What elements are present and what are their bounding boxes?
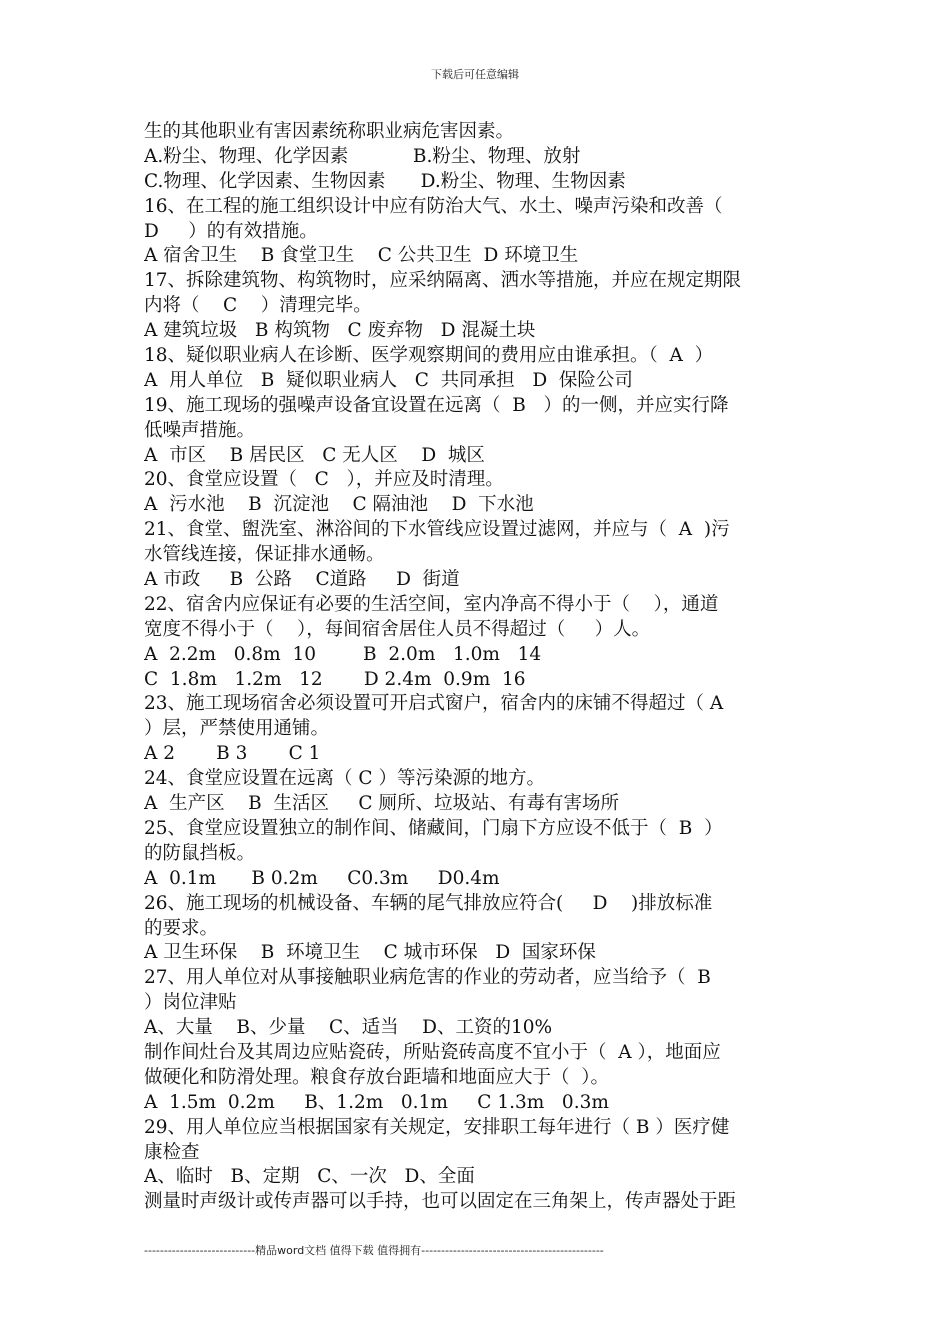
text-line: 26、施工现场的机械设备、车辆的尾气排放应符合( D )排放标准 <box>144 892 713 914</box>
text-line: A 卫生环保 B 环境卫生 C 城市环保 D 国家环保 <box>144 942 596 964</box>
text-line: A 市政 B 公路 C道路 D 街道 <box>144 569 460 591</box>
text-line: A、大量 B、少量 C、适当 D、工资的10% <box>144 1017 553 1039</box>
text-line: 的要求。 <box>144 917 219 939</box>
text-line: 生的其他职业有害因素统称职业病危害因素。 <box>144 121 515 142</box>
text-line: 测量时声级计或传声器可以手持，也可以固定在三角架上，传声器处于距 <box>144 1191 737 1213</box>
page-header: 下载后可任意编辑 <box>431 68 519 81</box>
text-line: 康检查 <box>144 1141 200 1163</box>
text-line: 25、食堂应设置独立的制作间、储藏间，门扇下方应设不低于（ B ） <box>144 817 723 839</box>
text-line: A.粉尘、物理、化学因素 B.粉尘、物理、放射 <box>144 145 581 167</box>
text-line: A 污水池 B 沉淀池 C 隔油池 D 下水池 <box>144 494 534 516</box>
text-line: 17、拆除建筑物、构筑物时，应采纳隔离、洒水等措施，并应在规定期限 <box>144 270 742 292</box>
text-line: A 宿舍卫生 B 食堂卫生 C 公共卫生 D 环境卫生 <box>144 245 579 267</box>
text-line: 做硬化和防滑处理。粮食存放台距墙和地面应大于（ ）。 <box>144 1066 610 1088</box>
text-line: 21、食堂、盥洗室、淋浴间的下水管线应设置过滤网，并应与（ A )污 <box>144 519 730 541</box>
text-line: A 2.2m 0.8m 10 B 2.0m 1.0m 14 <box>144 643 542 665</box>
text-line: 27、用人单位对从事接触职业病危害的作业的劳动者，应当给予（ B <box>144 967 711 989</box>
text-line: 20、食堂应设置（ C ），并应及时清理。 <box>144 469 504 491</box>
text-line: A 1.5m 0.2m B、1.2m 0.1m C 1.3m 0.3m <box>144 1091 609 1113</box>
text-line: A 2 B 3 C 1 <box>144 743 321 765</box>
text-line: 19、施工现场的强噪声设备宜设置在远离（ B ）的一侧，并应实行降 <box>144 394 729 416</box>
text-line: 18、疑似职业病人在诊断、医学观察期间的费用应由谁承担。（ A ） <box>144 345 714 367</box>
text-line: 16、在工程的施工组织设计中应有防治大气、水土、噪声污染和改善（ <box>144 195 723 217</box>
text-line: D ）的有效措施。 <box>144 220 318 242</box>
text-line: 水管线连接，保证排水通畅。 <box>144 544 385 566</box>
text-line: A 0.1m B 0.2m C0.3m D0.4m <box>144 867 500 889</box>
text-line: C 1.8m 1.2m 12 D 2.4m 0.9m 16 <box>144 668 526 690</box>
text-line: 制作间灶台及其周边应贴瓷砖，所贴瓷砖高度不宜小于（ A ），地面应 <box>144 1041 721 1063</box>
text-line: A 生产区 B 生活区 C 厕所、垃圾站、有毒有害场所 <box>144 793 619 815</box>
text-line: A 市区 B 居民区 C 无人区 D 城区 <box>144 444 485 466</box>
text-line: A 用人单位 B 疑似职业病人 C 共同承担 D 保险公司 <box>144 369 633 391</box>
text-line: 22、宿舍内应保证有必要的生活空间，室内净高不得小于（ ），通道 <box>144 593 719 615</box>
text-line: C.物理、化学因素、生物因素 D.粉尘、物理、生物因素 <box>144 170 626 192</box>
text-line: ）层，严禁使用通铺。 <box>144 718 330 740</box>
text-line: A、临时 B、定期 C、一次 D、全面 <box>144 1166 475 1188</box>
text-line: 宽度不得小于（ ），每间宿舍居住人员不得超过（ ）人。 <box>144 618 651 640</box>
text-line: 23、施工现场宿舍必须设置可开启式窗户，宿舍内的床铺不得超过（ A <box>144 693 724 715</box>
text-line: 29、用人单位应当根据国家有关规定，安排职工每年进行（ B ）医疗健 <box>144 1116 730 1138</box>
text-line: 低噪声措施。 <box>144 419 256 441</box>
text-line: 24、食堂应设置在远离（ C ）等污染源的地方。 <box>144 768 545 790</box>
text-line: 内将（ C ）清理完毕。 <box>144 295 372 317</box>
text-line: ）岗位津贴 <box>144 992 237 1014</box>
text-line: 的防鼠挡板。 <box>144 842 256 864</box>
page-footer: ----------------------------精品word文档 值得下载 值得拥有---------------------------------------------- <box>144 1244 604 1257</box>
text-line: A 建筑垃圾 B 构筑物 C 废弃物 D 混凝土块 <box>144 320 536 342</box>
document-body <box>144 120 866 1215</box>
